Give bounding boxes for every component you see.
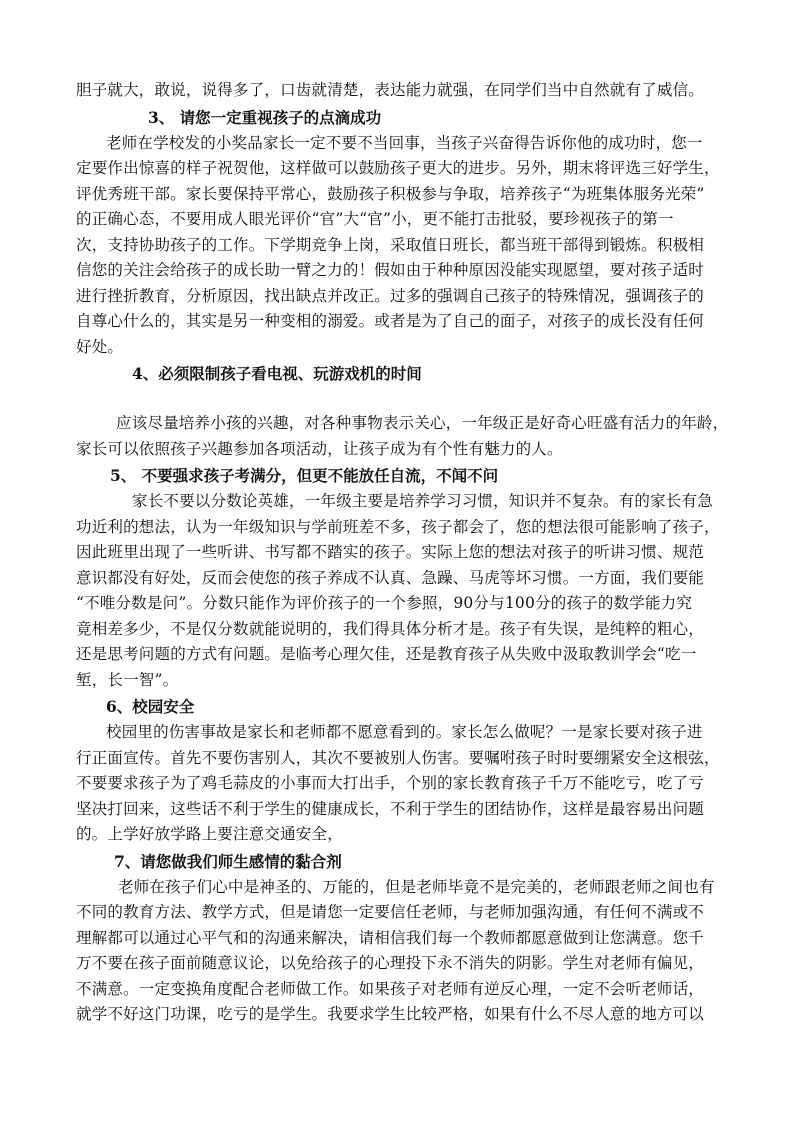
text-line: 的。上学好放学路上要注意交通安全， bbox=[76, 825, 343, 843]
section-heading: 3、 请您一定重视孩子的点滴成功 bbox=[148, 107, 382, 127]
text-line: 家长可以依照孩子兴趣参加各项活动，让孩子成为有个性有魅力的人。 bbox=[76, 439, 563, 458]
text-line: 评优秀班干部。家长要保持平常心，鼓励孩子积极参与争取，培养孩子“为班集体服务光荣” bbox=[76, 184, 705, 203]
text-line: 竟相差多少，不是仅分数就能说明的，我们得具体分析才是。孩子有失误，是纯粹的粗心， bbox=[76, 619, 705, 638]
text-line: 不满意。一定变换角度配合老师做工作。如果孩子对老师有逆反心理，一定不会听老师话， bbox=[76, 979, 705, 998]
text-line: 信您的关注会给孩子的成长助一臂之力的！假如由于种种原因没能实现愿望，要对孩子适时 bbox=[76, 261, 705, 279]
text-line: 还是思考问题的方式有问题。是临考心理欠佳，还是教育孩子从失败中汲取教训学会“吃一 bbox=[76, 645, 697, 663]
text-line: 次，支持协助孩子的工作。下学期竞争上岗，采取值日班长，都当班干部得到锻炼。积极相 bbox=[76, 235, 705, 254]
text-line: 好处。 bbox=[76, 337, 124, 356]
text-line: 应该尽量培养小孩的兴趣，对各种事物表示关心，一年级正是好奇心旺盛有活力的年龄， bbox=[116, 414, 729, 432]
text-line: 的正确心态，不要用成人眼光评价“官”大“官”小，更不能打击批驳，要珍视孩子的第一 bbox=[76, 210, 674, 228]
text-line: 家长不要以分数论英雄，一年级主要是培养学习习惯，知识并不复杂。有的家长有急 bbox=[132, 492, 713, 510]
text-line: 功近利的想法，认为一年级知识与学前班差不多，孩子都会了，您的想法很可能影响了孩子， bbox=[76, 517, 720, 536]
section-heading: 5、 不要强求孩子考满分，但更不能放任自流，不闻不问 bbox=[110, 466, 499, 485]
text-line: 行正面宣传。首先不要伤害别人，其次不要被别人伤害。要嘱咐孩子时时要绷紧安全这根弦， bbox=[76, 748, 720, 767]
text-line: 校园里的伤害事故是家长和老师都不愿意看到的。家长怎么做呢？一是家长要对孩子进 bbox=[106, 723, 703, 741]
text-line: 进行挫折教育，分析原因，找出缺点并改正。过多的强调自己孩子的特殊情况，强调孩子的 bbox=[76, 286, 705, 305]
text-line: 因此班里出现了一些听讲、书写都不踏实的孩子。实际上您的想法对孩子的听讲习惯、规范 bbox=[76, 543, 705, 561]
text-line: 万不要在孩子面前随意议论，以免给孩子的心理投下永不消失的阴影。学生对老师有偏见， bbox=[76, 954, 705, 972]
text-line: 老师在学校发的小奖品家长一定不要不当回事，当孩子兴奋得告诉你他的成功时，您一 bbox=[106, 133, 703, 152]
section-heading: 6、校园安全 bbox=[106, 697, 195, 716]
text-line: 堑，长一智”。 bbox=[76, 670, 179, 689]
text-line: 理解都可以通过心平气和的沟通来解决，请相信我们每一个教师都愿意做到让您满意。您千 bbox=[76, 928, 705, 947]
blank-line bbox=[76, 387, 720, 411]
text-line: 定要作出惊喜的样子祝贺他，这样做可以鼓励孩子更大的进步。另外，期末将评选三好学生， bbox=[76, 159, 720, 177]
text-line: 不同的教育方法、教学方式，但是请您一定要信任老师，与老师加强沟通，有任何不满或不 bbox=[76, 903, 705, 921]
text-line: 不要要求孩子为了鸡毛蒜皮的小事而大打出手，个别的家长教育孩子千万不能吃亏，吃了亏 bbox=[76, 774, 705, 792]
section-heading: 7、请您做我们师生感情的黏合剂 bbox=[114, 851, 342, 871]
section-heading: 4、必须限制孩子看电视、玩游戏机的时间 bbox=[132, 364, 422, 383]
text-line: 老师在孩子们心中是神圣的、万能的，但是老师毕竟不是完美的，老师跟老师之间也有 bbox=[118, 877, 715, 896]
text-line: 自尊心什么的，其实是另一种变相的溺爱。或者是为了自己的面子，对孩子的成长没有任何 bbox=[76, 312, 705, 330]
text-line: 就学不好这门功课，吃亏的是学生。我要求学生比较严格，如果有什么不尽人意的地方可以 bbox=[76, 1005, 705, 1023]
text-line: 意识都没有好处，反而会使您的孩子养成不认真、急躁、马虎等坏习惯。一方面，我们要能 bbox=[76, 568, 705, 587]
text-line: “不唯分数是问”。分数只能作为评价孩子的一个参照，90分与100分的孩子的数学能力究 bbox=[76, 594, 693, 612]
text-line: 胆子就大，敢说，说得多了，口齿就清楚，表达能力就强，在同学们当中自然就有了威信。 bbox=[76, 81, 705, 99]
document-body bbox=[76, 78, 729, 1028]
text-line: 坚决打回来，这些话不利于学生的健康成长，不利于学生的团结协作，这样是最容易出问题 bbox=[76, 799, 705, 818]
